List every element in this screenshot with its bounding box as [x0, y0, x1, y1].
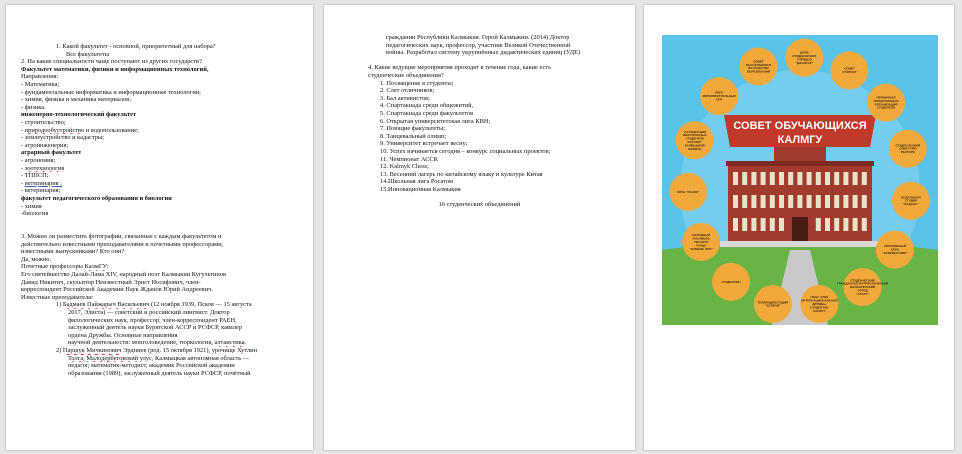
text-line: 7. Поющие факультеты;	[380, 125, 446, 133]
building-window	[788, 195, 793, 208]
text-line: Почетные профессоры КалмГУ:	[21, 263, 109, 271]
text-line: Направления:	[21, 73, 59, 81]
text-line: 9. Университет встречает весну;	[380, 140, 468, 148]
building-window	[742, 195, 747, 208]
text-line: Его святейшество Далай-Лама XIV, народный поэт Калмыкии Кугультинов	[21, 271, 227, 278]
text-line: 3. Можно ли разместить фотографии, связанные с каждым факультетом и	[21, 233, 222, 240]
building-window	[862, 172, 867, 185]
text-line: ордена Дружбы. Основные направления	[68, 331, 178, 339]
building-window	[825, 218, 830, 231]
building-window	[761, 195, 766, 208]
building-window	[751, 195, 756, 208]
text-line: образования (1989), заслуженный деятель науки РСФСР, почётный	[68, 369, 251, 377]
text-line: 8. Танцевальный олимп;	[380, 132, 447, 140]
building-door	[792, 217, 808, 243]
building-window	[788, 172, 793, 185]
building-window	[779, 218, 784, 231]
text-line: действительно известными преподавателями и почетными профессорами,	[21, 240, 224, 248]
building-window	[761, 172, 766, 185]
text-line: корреспондент Российской Академии Наук Жданов Юрий Андреевич.	[21, 286, 213, 294]
building-window	[853, 218, 858, 231]
building-window	[816, 218, 821, 231]
building-window	[853, 195, 858, 208]
building-window	[862, 195, 867, 208]
building-window	[733, 172, 738, 185]
text-line: - химия	[21, 202, 42, 210]
organization-bubble-label: ТЕЛЕРАДИОСТУДИЯ "БЕЛКАМ"	[757, 300, 789, 308]
text-line: 6. Открытая университетская лига КВН;	[380, 117, 491, 125]
building-window	[816, 172, 821, 185]
building-window	[761, 218, 766, 231]
building-window	[825, 172, 830, 185]
text-line: - химия, физика и механика материалов;	[21, 96, 131, 104]
text-line: - ТППСП;	[21, 172, 49, 180]
text-line: 2) Паршук Мичкинович Эрдниев (род. 15 октября 1921), урочище Хутлин	[56, 347, 258, 354]
text-line: аграрный факультет	[21, 149, 82, 157]
text-line: Известные преподаватели:	[21, 293, 94, 301]
text-line: научной деятельности: монголоведение, тюркология, алтаистика.	[68, 339, 247, 347]
document-page-1	[6, 5, 313, 450]
text-line: Толга, Малодербетовский улус, Калмыцкая автономная область —	[68, 354, 250, 362]
text-line: 1) Бадмаев Пайжарыч Васильевич (12 ноября 1939, Псков — 15 августа	[56, 301, 252, 309]
text-line: - агроинженерия;	[21, 141, 69, 149]
organization-bubble-label: СОВЕТ ОБУЧАЮЩИХСЯ ПО КАЧЕСТВУ ОБРАЗОВАНИЯ	[745, 59, 771, 74]
text-line: - землеустройство и кадастры;	[21, 134, 105, 142]
text-line: факультет педагогического образования и биологии	[21, 195, 172, 202]
text-line: - строительство;	[21, 119, 66, 126]
building-window	[825, 195, 830, 208]
text-line: 10. Успех начинается сегодня – конкурс социальных проектов;	[380, 148, 551, 155]
text-line: 14.Школьная лига Росатом	[380, 178, 454, 186]
building-window	[834, 218, 839, 231]
organization-bubble-label: "АССОЦИАЦИЯ ИНОСТРАННЫХ СТУДЕНТОВ РОССИИ" КАЛМЫЦКИЙ ФИЛИАЛ	[682, 129, 707, 151]
text-line: 1. Какой факультет - основной, приоритетный для набора?	[56, 43, 216, 50]
student-council-infographic	[662, 35, 938, 325]
text-line: 2. На какие специальности чаще поступают из других государств?	[21, 58, 202, 66]
building-window	[779, 195, 784, 208]
text-line: - Математика;	[21, 81, 60, 88]
building-window	[770, 172, 775, 185]
building-window	[751, 172, 756, 185]
banner-title-line1: СОВЕТ ОБУЧАЮЩИХСЯ	[733, 120, 867, 132]
text-line: студенческие объединения?	[368, 72, 444, 79]
text-line: -биология	[21, 210, 49, 218]
text-line: 15.Инновационная Калмыкия	[380, 186, 461, 193]
building-window	[733, 195, 738, 208]
text-line: филологических наук, профессор, член-корреспондент РАЕН,	[68, 316, 237, 324]
building-window	[843, 172, 848, 185]
text-line: 4. Спартакиада среди общежитий,	[380, 102, 474, 110]
organization-bubble-label: СТУДИЯ КВН	[721, 279, 741, 284]
text-line: Давид Никитич, скульптор Неизвестный Эрнст Иосифович, член-	[21, 278, 201, 286]
text-line: педагогических наук, профессор, участник Великой Отечественной	[386, 41, 571, 49]
text-line: педагог, математик-методист, академик Российской академии	[68, 362, 235, 370]
organization-bubble-label: ВОКАЛЬНАЯ СТУДИЯ "КАДАНС"	[901, 195, 921, 207]
text-line: 2. Слет отличников;	[380, 87, 435, 95]
text-line: - природообустройство и водопользование;	[21, 126, 139, 134]
text-line: гражданин Республики Калмыкия. Герой Калмыкии. (2014) Доктор	[386, 34, 570, 41]
text-line: Да, можно.	[21, 255, 52, 263]
text-line: 16 студенческих объединений	[438, 201, 521, 209]
building-window	[770, 195, 775, 208]
text-line: 2017, Элиста) — советский и российский лингвист. Доктор	[68, 309, 230, 316]
text-line: известными выпускниками? Кто они?	[21, 248, 125, 256]
text-line: - ветеринария;	[21, 187, 61, 195]
organization-bubble-label: СОВЕТ СТАРОСТ	[842, 66, 857, 75]
building-window	[843, 195, 848, 208]
building-window	[751, 218, 756, 231]
building-window	[733, 218, 738, 231]
building-window	[834, 195, 839, 208]
organization-bubble-label: СТУДЕНЧЕСКИЙ ГРАЖДАНСКО-ПАТРИОТИЧЕСКИЙ ВОЛОНТЕРСКИЙ ОТРЯД "СТАРТ"	[837, 278, 889, 296]
document-page-2	[324, 5, 635, 450]
organization-bubble-label: ЛИГА ИНТЕЛЛЕКТУАЛЬНЫХ ИГР	[702, 90, 736, 102]
text-line: - ветеринария ;	[21, 179, 62, 187]
building-window	[853, 172, 858, 185]
building-window	[816, 195, 821, 208]
building-window	[742, 172, 747, 185]
text-line: 4. Какие ведущие мероприятия проходят в течение года, какие есть	[368, 64, 552, 72]
organization-bubble-label: "ФАБ" КЛУБ ИНТЕРНАЦИОНАЛЬНОЙ ДРУЖБЫ СТУДЕНТОВ КАЛМГУ	[801, 295, 838, 313]
building-window	[797, 172, 802, 185]
building-window	[807, 172, 812, 185]
building-window	[742, 218, 747, 231]
text-line: 12. Kalmyk Chess;	[380, 163, 429, 171]
organization-bubble-label: ПЕРВИЧНАЯ ПРОФСОЮЗНАЯ ОРГАНИЗАЦИЯ СТУДЕНТОВ	[873, 95, 899, 110]
text-line: войны. Разработал систему укрупнённых дидактических единиц (УДЕ)	[386, 49, 581, 57]
text-line: 5. Спартакиада среди факультетов	[380, 110, 474, 117]
building-window	[807, 195, 812, 208]
building-window	[862, 218, 867, 231]
banner-title-line2: КАЛМГУ	[777, 134, 823, 146]
building-window	[843, 218, 848, 231]
text-line: - фундаментальные информатика и информационные технологии;	[21, 88, 201, 96]
building-window	[770, 218, 775, 231]
title-banner	[724, 115, 876, 147]
text-line: инженерно-технологический факультет	[21, 111, 137, 119]
text-line: заслуженный деятель науки Бурятской АССР и РСФСР, кавалер	[68, 324, 243, 332]
building-window	[779, 172, 784, 185]
text-line: - агрономия;	[21, 157, 56, 164]
text-line: 3. Бал активистов;	[380, 94, 430, 102]
text-line: - зоотехнология	[21, 164, 65, 172]
organization-bubble-label: ШТАБ СТУДЕНЧЕСКИХ ОТРЯДОВ "ДЖАНГАР"	[792, 50, 817, 65]
text-line: - физика.	[21, 103, 46, 111]
organization-bubble-label: КЛУБ "РАНОК"	[677, 189, 700, 194]
text-line: Все факультеты	[66, 50, 110, 58]
building-window	[797, 195, 802, 208]
organization-bubble-label: СПОРТИВНЫЙ КЛУБ "БУРЕВЕСТНИК"	[882, 244, 908, 256]
building-window	[834, 172, 839, 185]
document-page-3	[644, 5, 954, 450]
text-line: Факультет математики, физики и информационных технологий,	[21, 65, 209, 73]
organization-bubble-label: НАРОДНЫЙ АНСАМБЛЬ ПЕСНИ И ТАНЦА "БУМБИН ОРН"	[689, 233, 713, 251]
page-1-text	[6, 5, 313, 450]
text-line: 11. Чемпионат АССК	[380, 155, 438, 163]
organization-bubble-label: СТУДЕНЧЕСКИЙ СОВЕТ ПРИ РЕКТОРЕ	[895, 143, 920, 155]
page-2-text	[324, 5, 635, 450]
text-line: 13. Весенний лагерь по китайскому языку и культуре Китая	[380, 170, 543, 178]
text-line: 1. Посвящение в студенты;	[380, 79, 454, 87]
